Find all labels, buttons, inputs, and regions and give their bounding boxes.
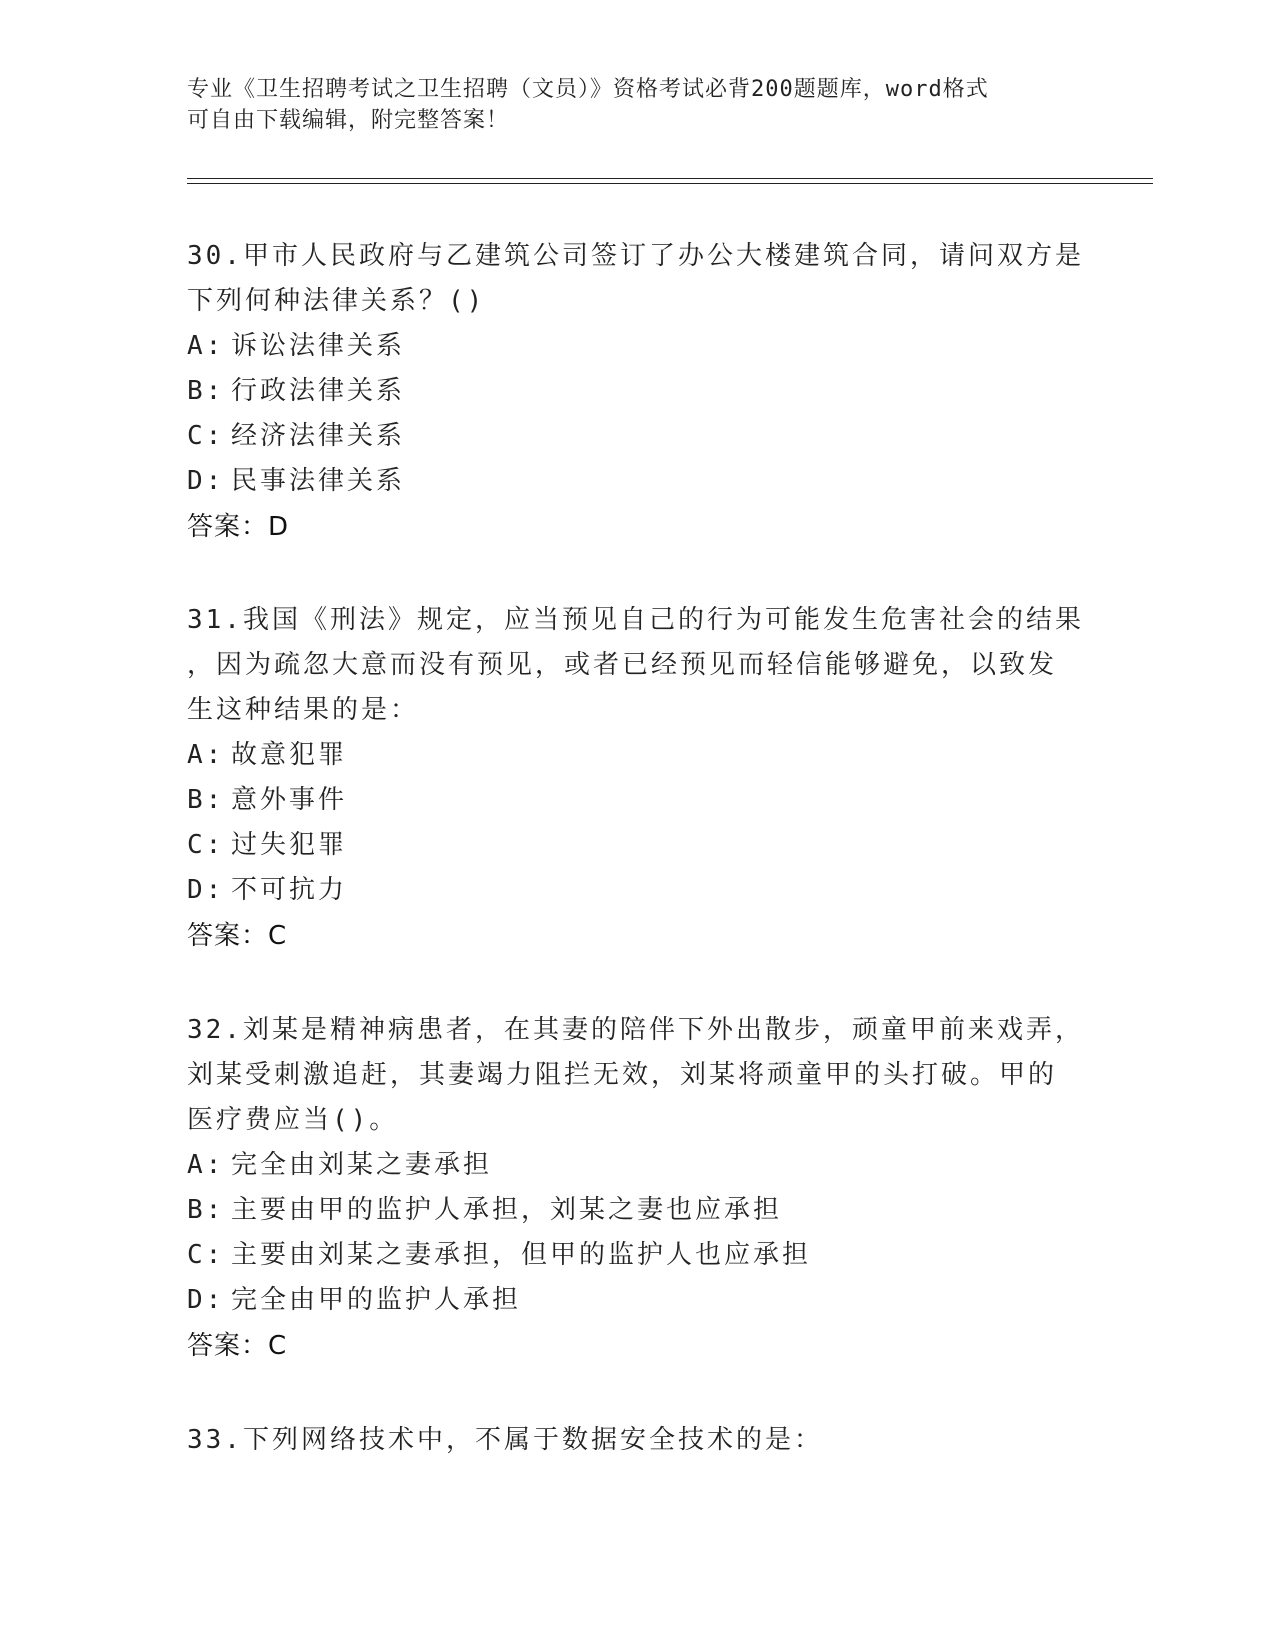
- option-letter: D:: [187, 1285, 225, 1315]
- question-stem-line: 医疗费应当()。: [187, 1105, 399, 1135]
- option-letter: C:: [187, 421, 225, 451]
- option-text: 民事法律关系: [231, 466, 406, 496]
- option-letter: B:: [187, 376, 225, 406]
- option-letter: D:: [187, 466, 225, 496]
- option-text: 主要由刘某之妻承担，但甲的监护人也应承担: [231, 1240, 812, 1270]
- question-stem-line: 31.我国《刑法》规定，应当预见自己的行为可能发生危害社会的结果: [187, 605, 1084, 635]
- question-30: [187, 234, 1087, 550]
- option-b: [187, 1188, 1087, 1233]
- option-b: [187, 369, 1087, 414]
- option-text: 过失犯罪: [231, 830, 348, 860]
- question-stem-line: 30.甲市人民政府与乙建筑公司签订了办公大楼建筑合同，请问双方是: [187, 241, 1084, 271]
- option-a: [187, 1143, 1087, 1188]
- option-text: 不可抗力: [231, 875, 348, 905]
- option-text: 主要由甲的监护人承担，刘某之妻也应承担: [231, 1195, 783, 1225]
- header-line-1: 专业《卫生招聘考试之卫生招聘（文员）》资格考试必背200题题库，word格式: [187, 77, 989, 102]
- option-d: [187, 459, 1087, 504]
- option-text: 完全由甲的监护人承担: [231, 1285, 522, 1315]
- question-stem-line: ，因为疏忽大意而没有预见，或者已经预见而轻信能够避免，以致发: [187, 650, 1058, 680]
- answer-label: 答案：C: [187, 921, 288, 951]
- option-c: [187, 823, 1087, 868]
- question-stem-line: 生这种结果的是：: [187, 695, 420, 725]
- header-line-2: 可自由下载编辑，附完整答案！: [187, 108, 510, 133]
- option-text: 意外事件: [231, 785, 348, 815]
- option-text: 完全由刘某之妻承担: [231, 1150, 493, 1180]
- option-d: [187, 1278, 1087, 1323]
- option-text: 经济法律关系: [231, 421, 406, 451]
- question-stem-line: 32.刘某是精神病患者，在其妻的陪伴下外出散步，顽童甲前来戏弄，: [187, 1015, 1084, 1045]
- option-c: [187, 414, 1087, 459]
- option-text: 行政法律关系: [231, 376, 406, 406]
- option-letter: A:: [187, 740, 225, 770]
- option-d: [187, 868, 1087, 913]
- option-letter: D:: [187, 875, 225, 905]
- option-c: [187, 1233, 1087, 1278]
- question-stem-line: 下列何种法律关系？(): [187, 286, 486, 316]
- header-divider-top: [187, 178, 1153, 179]
- option-letter: C:: [187, 1240, 225, 1270]
- question-33: [187, 1418, 1087, 1463]
- answer-label: 答案：D: [187, 512, 290, 542]
- question-stem-line: 刘某受刺激追赶，其妻竭力阻拦无效，刘某将顽童甲的头打破。甲的: [187, 1060, 1058, 1090]
- question-31: [187, 598, 1087, 959]
- question-32: [187, 1008, 1087, 1369]
- answer-label: 答案：C: [187, 1331, 288, 1361]
- option-b: [187, 778, 1087, 823]
- option-a: [187, 324, 1087, 369]
- option-letter: A:: [187, 1150, 225, 1180]
- option-a: [187, 733, 1087, 778]
- header-divider-bottom: [187, 183, 1153, 184]
- option-letter: A:: [187, 331, 225, 361]
- option-letter: C:: [187, 830, 225, 860]
- question-stem-line: 33.下列网络技术中，不属于数据安全技术的是：: [187, 1425, 823, 1455]
- option-letter: B:: [187, 1195, 225, 1225]
- option-text: 诉讼法律关系: [231, 331, 406, 361]
- option-text: 故意犯罪: [231, 740, 348, 770]
- option-letter: B:: [187, 785, 225, 815]
- document-header: [187, 74, 1067, 136]
